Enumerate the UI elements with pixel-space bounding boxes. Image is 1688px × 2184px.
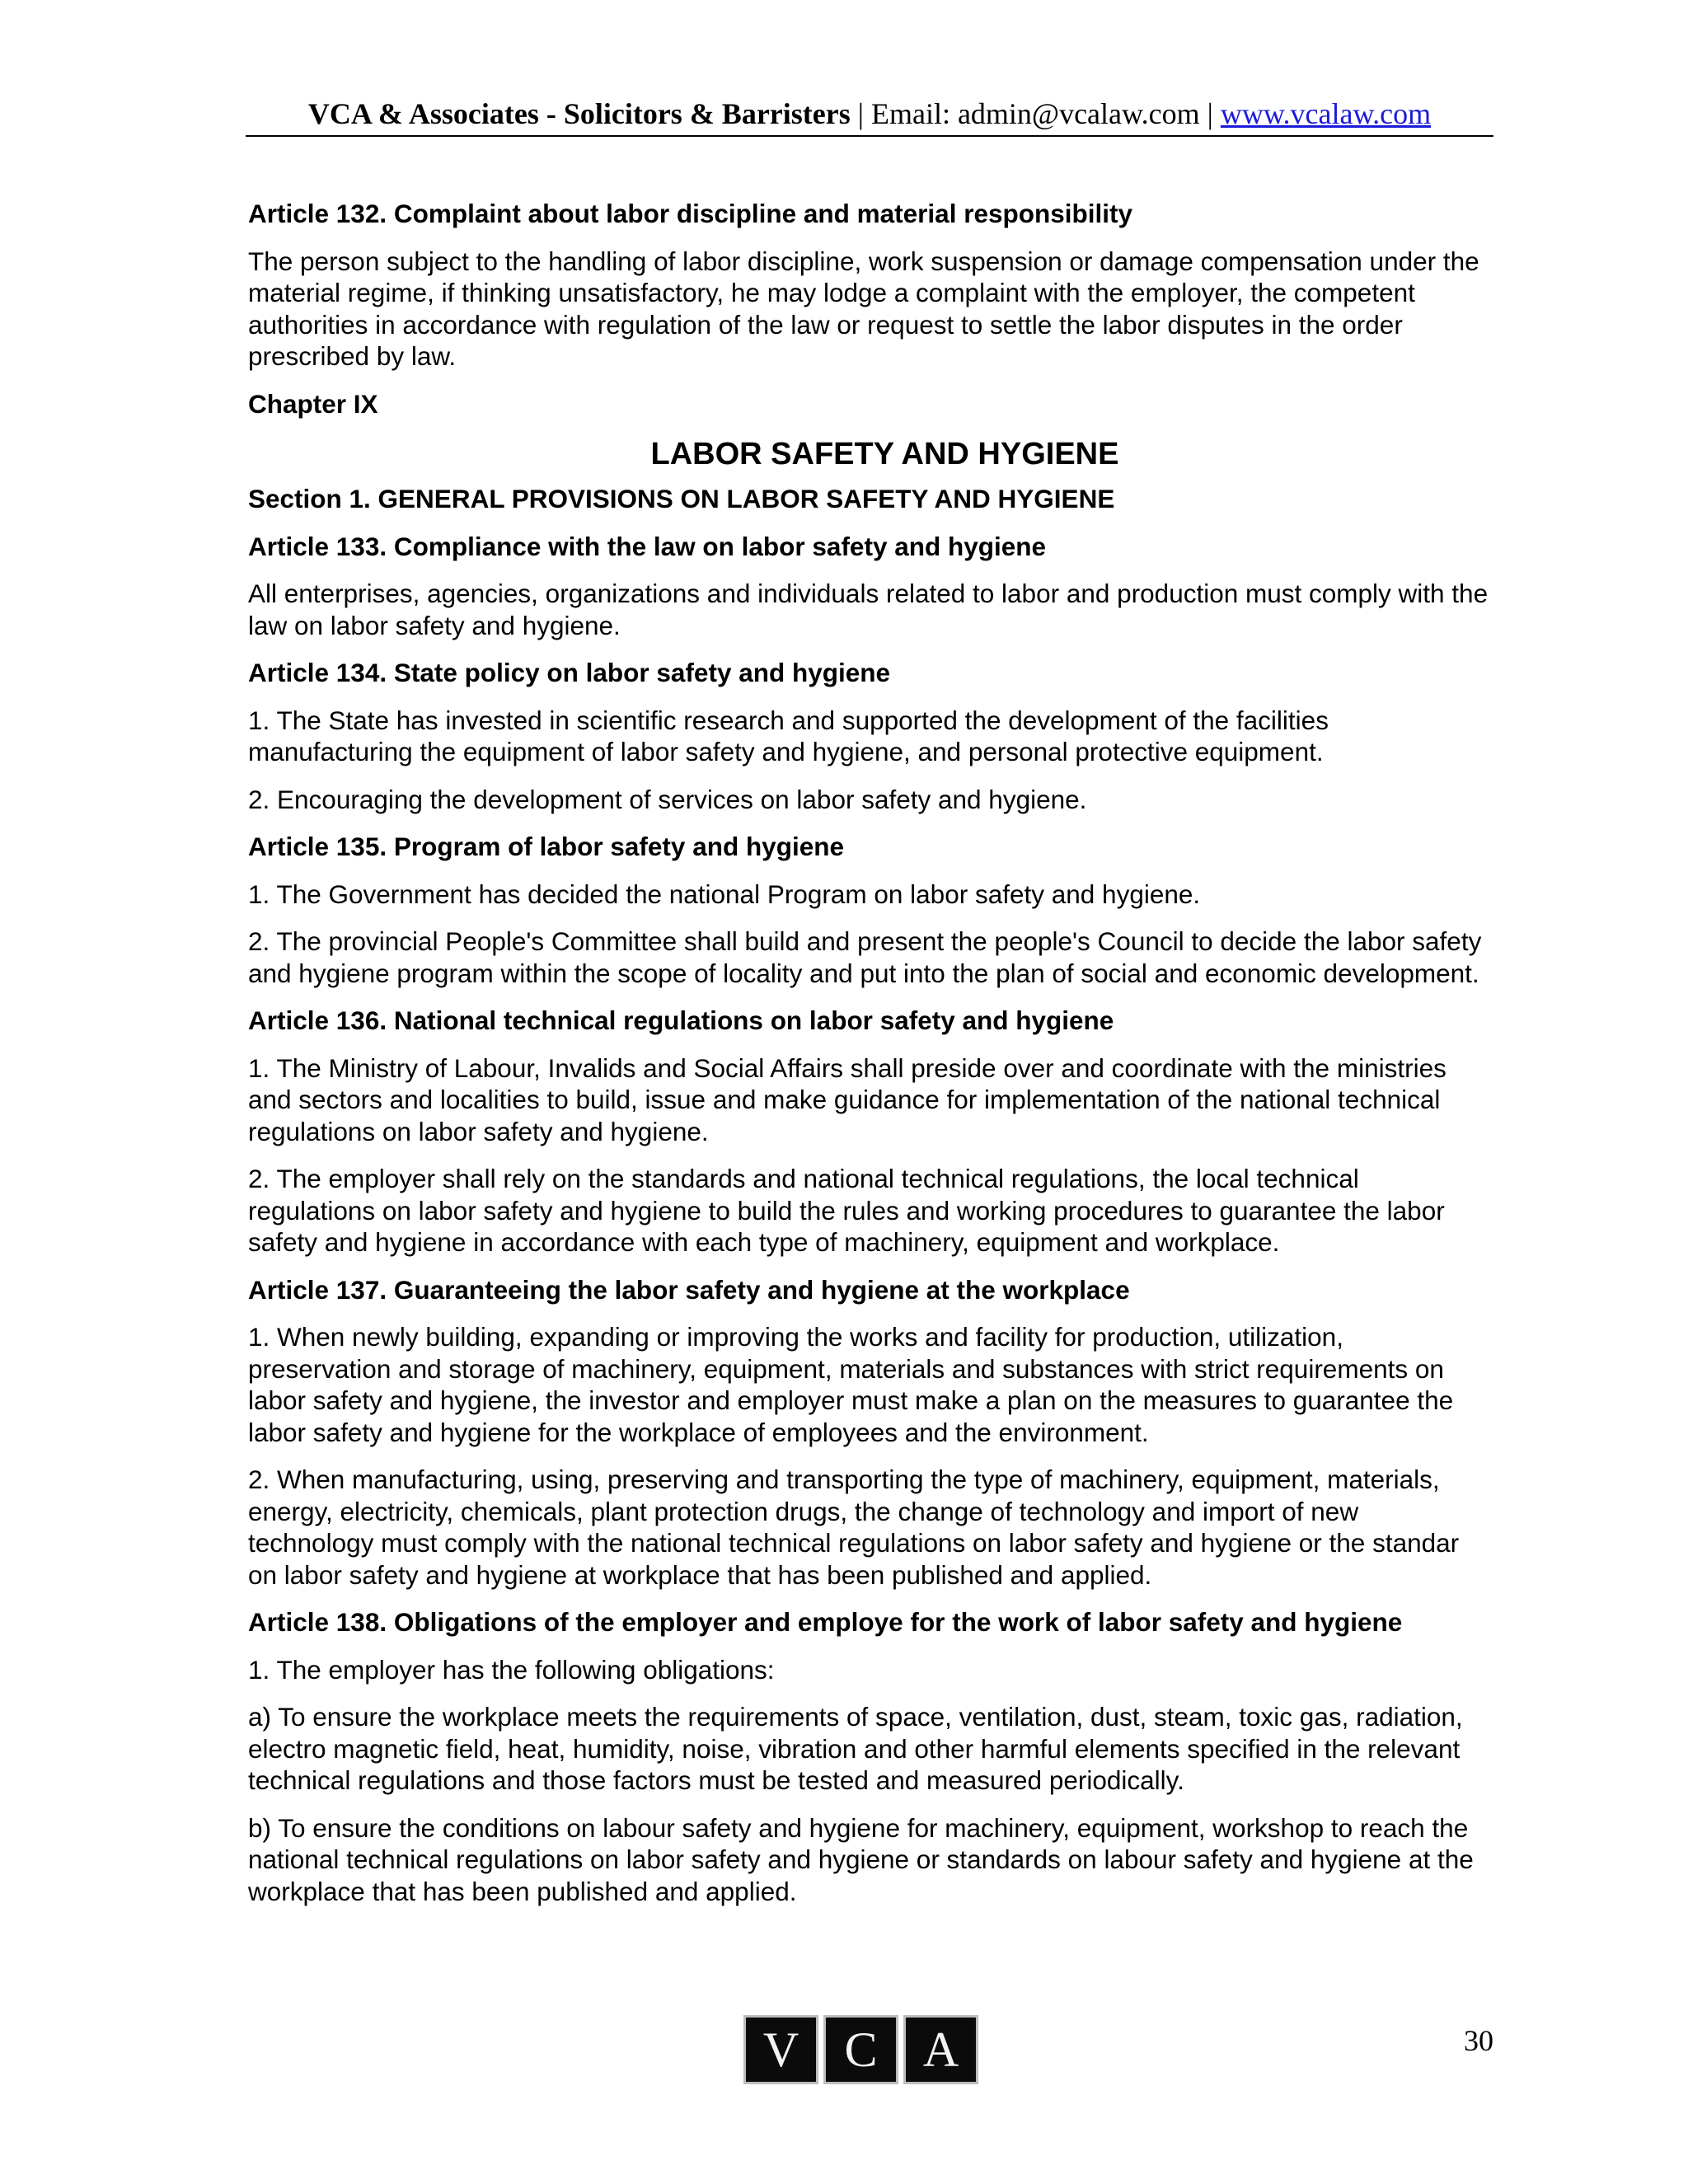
page-header (246, 96, 1493, 137)
header-separator: | (1199, 97, 1221, 130)
article-137-title: Article 137. Guaranteeing the labor safety and hygiene at the workplace (248, 1274, 1130, 1305)
chapter-title: LABOR SAFETY AND HYGIENE (650, 437, 1119, 471)
article-138-point-b: b) To ensure the conditions on labour safety and hygiene for machinery, equipment, workshop to reach the national technical regulations on labor safety and hygiene or standards on labour safety and hygiene at the workplace that has been published and applied. (248, 1812, 1474, 1906)
article-133-paragraph: All enterprises, agencies, organizations and individuals related to labor and production must comply with the law on labor safety and hygiene. (248, 579, 1489, 640)
website-link[interactable]: www.vcalaw.com (1220, 97, 1432, 130)
article-133-title: Article 133. Compliance with the law on labor safety and hygiene (248, 531, 1046, 561)
article-138-clause-1: 1. The employer has the following obligations: (248, 1654, 775, 1685)
chapter-label: Chapter IX (248, 388, 378, 419)
logo-letter: A (903, 2015, 978, 2084)
header-email: Email: admin@vcalaw.com (870, 97, 1200, 130)
article-137-clause-1: 1. When newly building, expanding or improving the works and facility for production, utilization, preservation and storage of machinery, equipment, materials and substances with strict requirements on labor safety and hygiene, the investor and employer must make a plan on the measures to guarantee the labor safety and hygiene for the workplace of employees and the environment. (248, 1322, 1454, 1447)
article-136-title: Article 136. National technical regulations on labor safety and hygiene (248, 1005, 1114, 1035)
article-137-clause-2: 2. When manufacturing, using, preserving and transporting the type of machinery, equipment, materials, energy, electricity, chemicals, plant protection drugs, the change of technology and import of new technology must comply with the national technical regulations on labor safety and hygiene or the standar on labor safety and hygiene at workplace that has been published and applied. (248, 1465, 1460, 1590)
article-135-title: Article 135. Program of labor safety and hygiene (248, 832, 844, 861)
article-135-clause-2: 2. The provincial People's Committee shall build and present the people's Council to decide the labor safety and hygiene program within the scope of locality and put into the plan of social and economic development. (248, 926, 1482, 988)
article-136-clause-2: 2. The employer shall rely on the standards and national technical regulations, the local technical regulations on labor safety and hygiene to build the rules and working procedures to guarantee the labor safety and hygiene in accordance with each type of machinery, equipment and workplace. (248, 1164, 1445, 1257)
section-title: Section 1. GENERAL PROVISIONS ON LABOR SAFETY AND HYGIENE (248, 484, 1115, 513)
article-136-clause-1: 1. The Ministry of Labour, Invalids and Social Affairs shall preside over and coordinate with the ministries and sectors and localities to build, issue and make guidance for implementation of the national technical regulations on labor safety and hygiene. (248, 1052, 1447, 1146)
article-134-clause-2: 2. Encouraging the development of services on labor safety and hygiene. (248, 784, 1087, 814)
article-132-title: Article 132. Complaint about labor discipline and material responsibility (248, 199, 1132, 228)
header-separator: | (850, 97, 871, 130)
article-134-title: Article 134. State policy on labor safety and hygiene (248, 658, 890, 687)
page-number: 30 (1464, 2024, 1493, 2057)
firm-name: VCA & Associates - Solicitors & Barristers (307, 97, 851, 130)
article-134-clause-1: 1. The State has invested in scientific research and supported the development of the facilities manufacturing the equipment of labor safety and hygiene, and personal protective equipment. (248, 705, 1329, 766)
document-body (248, 198, 1489, 1923)
article-135-clause-1: 1. The Government has decided the national Program on labor safety and hygiene. (248, 879, 1201, 909)
vca-logo (743, 2015, 978, 2084)
article-138-title: Article 138. Obligations of the employer and employe for the work of labor safety and hygiene (248, 1607, 1403, 1637)
article-132-paragraph: The person subject to the handling of labor discipline, work suspension or damage compensation under the material regime, if thinking unsatisfactory, he may lodge a complaint with the employer, the competent authorities in accordance with regulation of the law or request to settle the labor disputes in the order prescribed by law. (248, 246, 1479, 371)
logo-letter: C (823, 2015, 898, 2084)
article-138-point-a: a) To ensure the workplace meets the requirements of space, ventilation, dust, steam, toxic gas, radiation, electro magnetic field, heat, humidity, noise, vibration and other harmful elements specified in the relevant technical regulations and those factors must be tested and measured periodically. (248, 1702, 1463, 1795)
logo-letter: V (743, 2015, 818, 2084)
